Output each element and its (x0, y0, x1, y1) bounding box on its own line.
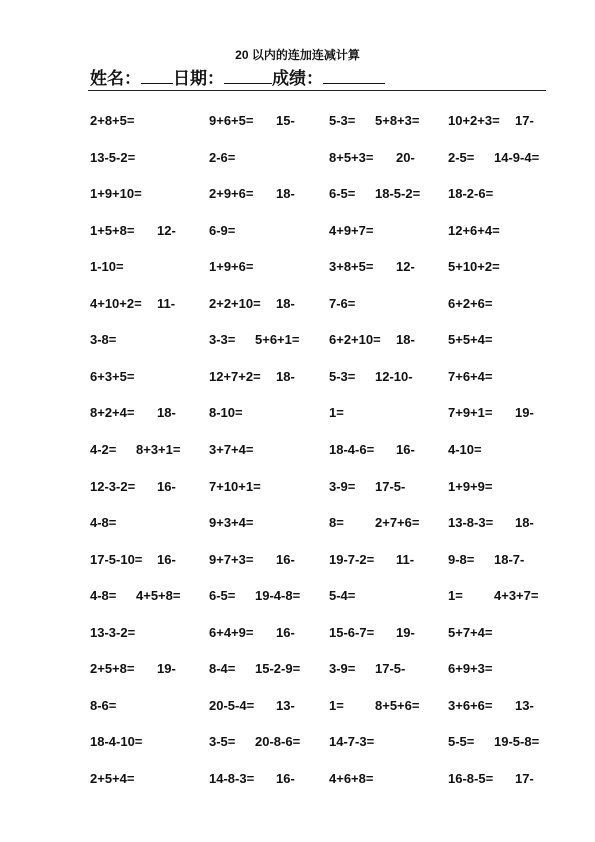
problem-expression: 6+3+5= (90, 368, 135, 384)
problem-expression: 2+5+4= (90, 770, 135, 786)
problem-cell (209, 771, 325, 786)
problem-expression: 4-2= (90, 441, 117, 457)
problem-expression: 6+2+10= (329, 332, 381, 348)
problem-expression: 4-8= (90, 515, 117, 531)
problem-expression: 3-9= (329, 478, 356, 494)
problem-cell (209, 113, 325, 128)
problem-expression: 3-5= (209, 734, 236, 750)
problem-row (90, 479, 550, 499)
problem-continuation: 18- (276, 295, 295, 311)
problem-expression: 14-7-3= (329, 734, 375, 750)
problem-continuation: 15- (276, 113, 295, 128)
problem-continuation: 16- (396, 441, 415, 457)
problem-expression: 6-5= (329, 186, 356, 202)
problem-continuation: 18- (276, 186, 295, 202)
problem-expression: 3-3= (209, 332, 236, 348)
problem-cell (448, 186, 564, 201)
problem-continuation: 18- (157, 405, 176, 421)
name-blank (141, 67, 173, 84)
problem-continuation: 17-5- (375, 661, 406, 677)
problem-expression: 3+7+4= (209, 441, 254, 457)
problem-cell (90, 588, 206, 603)
problem-row (90, 552, 550, 572)
name-label: 姓名： (90, 69, 141, 88)
problem-continuation: 20- (396, 149, 415, 165)
problem-continuation: 11- (396, 551, 415, 567)
problem-expression: 9+3+4= (209, 515, 254, 531)
problem-cell (90, 771, 206, 786)
date-label: 日期： (173, 69, 224, 88)
problem-expression: 2+2+10= (209, 295, 261, 311)
problem-cell (209, 442, 325, 457)
problem-cell (90, 698, 206, 713)
problem-cell (329, 515, 445, 530)
problem-cell (209, 332, 325, 347)
problem-expression: 8+5+3= (329, 149, 374, 165)
problem-cell (329, 259, 445, 274)
problem-expression: 13-3-2= (90, 624, 136, 640)
problem-cell (90, 150, 206, 165)
problem-expression: 6-5= (209, 588, 236, 604)
problem-cell (448, 515, 564, 530)
problem-row (90, 332, 550, 352)
problem-cell (448, 405, 564, 420)
problem-expression: 1-10= (90, 259, 124, 275)
problem-cell (329, 442, 445, 457)
problem-expression: 3+8+5= (329, 259, 374, 275)
problem-cell (329, 405, 445, 420)
problem-expression: 4+10+2= (90, 295, 142, 311)
problem-expression: 9-8= (448, 551, 475, 567)
problem-expression: 1+9+6= (209, 259, 254, 275)
problem-cell (209, 259, 325, 274)
problem-expression: 13-8-3= (448, 515, 494, 531)
problem-continuation: 14-9-4= (494, 149, 540, 165)
problem-cell (209, 405, 325, 420)
problem-expression: 20-5-4= (209, 697, 255, 713)
problem-expression: 6+2+6= (448, 295, 493, 311)
problem-continuation: 13- (276, 697, 295, 713)
problem-continuation: 19-5-8= (494, 734, 540, 750)
problem-expression: 18-2-6= (448, 186, 494, 202)
problem-continuation: 5+8+3= (375, 113, 420, 128)
problem-expression: 2-6= (209, 149, 236, 165)
problem-cell (448, 113, 564, 128)
problem-continuation: 17- (515, 113, 534, 128)
problem-cell (448, 150, 564, 165)
problem-continuation: 8+5+6= (375, 697, 420, 713)
problem-continuation: 20-8-6= (255, 734, 301, 750)
problem-cell (209, 698, 325, 713)
problem-cell (329, 186, 445, 201)
problem-expression: 4-10= (448, 441, 482, 457)
problem-cell (329, 332, 445, 347)
problem-cell (90, 296, 206, 311)
problem-row (90, 625, 550, 645)
problem-continuation: 2+7+6= (375, 515, 420, 531)
problem-cell (90, 186, 206, 201)
problem-cell (90, 369, 206, 384)
problem-expression: 7+10+1= (209, 478, 261, 494)
problem-expression: 1= (448, 588, 463, 604)
problem-cell (448, 369, 564, 384)
problem-expression: 8-10= (209, 405, 243, 421)
problem-row (90, 369, 550, 389)
problem-row (90, 405, 550, 425)
problem-cell (209, 296, 325, 311)
problem-continuation: 11- (157, 295, 176, 311)
problem-cell (329, 588, 445, 603)
problem-cell (90, 552, 206, 567)
problem-cell (209, 223, 325, 238)
problem-cell (209, 150, 325, 165)
problem-cell (90, 625, 206, 640)
score-blank (323, 67, 385, 84)
problem-cell (448, 223, 564, 238)
problem-expression: 6-9= (209, 222, 236, 238)
problem-expression: 16-8-5= (448, 770, 494, 786)
problem-expression: 7-6= (329, 295, 356, 311)
problem-expression: 8= (329, 515, 344, 531)
problem-cell (90, 661, 206, 676)
problem-expression: 18-4-10= (90, 734, 143, 750)
problem-expression: 6+4+9= (209, 624, 254, 640)
problem-continuation: 18- (396, 332, 415, 348)
problem-cell (329, 552, 445, 567)
problem-row (90, 515, 550, 535)
problem-expression: 5-5= (448, 734, 475, 750)
problem-expression: 18-4-6= (329, 441, 375, 457)
problem-expression: 1+5+8= (90, 222, 135, 238)
problem-row (90, 296, 550, 316)
problem-cell (448, 771, 564, 786)
problem-cell (448, 734, 564, 749)
problem-cell (209, 369, 325, 384)
problem-continuation: 18-5-2= (375, 186, 421, 202)
problem-expression: 9+6+5= (209, 113, 254, 128)
problem-cell (448, 442, 564, 457)
problem-cell (448, 296, 564, 311)
problem-row (90, 661, 550, 681)
problem-cell (448, 332, 564, 347)
problem-cell (90, 113, 206, 128)
problem-cell (329, 296, 445, 311)
date-blank (224, 67, 272, 84)
problem-cell (329, 113, 445, 128)
problem-expression: 1= (329, 697, 344, 713)
problem-expression: 9+7+3= (209, 551, 254, 567)
problem-cell (329, 661, 445, 676)
problem-continuation: 12-10- (375, 368, 413, 384)
problem-cell (90, 515, 206, 530)
problem-row (90, 588, 550, 608)
problem-continuation: 18- (515, 515, 534, 531)
problem-expression: 15-6-7= (329, 624, 375, 640)
problem-expression: 2+5+8= (90, 661, 135, 677)
problem-continuation: 12- (396, 259, 415, 275)
problem-continuation: 4+5+8= (136, 588, 181, 604)
problem-expression: 1+9+9= (448, 478, 493, 494)
problem-continuation: 5+6+1= (255, 332, 300, 348)
problem-cell (209, 734, 325, 749)
problem-continuation: 16- (276, 551, 295, 567)
page-title: 20 以内的连加连减计算 (235, 48, 360, 62)
problem-row (90, 771, 550, 791)
problem-cell (448, 698, 564, 713)
problem-row (90, 223, 550, 243)
problem-cell (209, 186, 325, 201)
problem-continuation: 12- (157, 222, 176, 238)
problem-continuation: 18- (276, 368, 295, 384)
problem-continuation: 17- (515, 770, 534, 786)
problem-expression: 19-7-2= (329, 551, 375, 567)
problem-cell (329, 625, 445, 640)
problem-expression: 5+5+4= (448, 332, 493, 348)
problem-expression: 4+6+8= (329, 770, 374, 786)
problem-cell (448, 552, 564, 567)
problem-cell (209, 515, 325, 530)
problem-expression: 5-3= (329, 113, 356, 128)
problem-row (90, 442, 550, 462)
problem-expression: 4+9+7= (329, 222, 374, 238)
problem-cell (448, 479, 564, 494)
problem-expression: 7+9+1= (448, 405, 493, 421)
problem-expression: 1= (329, 405, 344, 421)
problem-cell (209, 552, 325, 567)
problem-row (90, 113, 550, 133)
header-divider (88, 90, 546, 91)
problem-continuation: 19- (157, 661, 176, 677)
problem-cell (329, 369, 445, 384)
problem-expression: 2+9+6= (209, 186, 254, 202)
problem-continuation: 19- (515, 405, 534, 421)
problem-row (90, 698, 550, 718)
problem-expression: 10+2+3= (448, 113, 500, 128)
score-label: 成绩： (272, 69, 323, 88)
problem-continuation: 16- (276, 770, 295, 786)
problem-continuation: 19- (396, 624, 415, 640)
problem-expression: 8-6= (90, 697, 117, 713)
problem-cell (448, 588, 564, 603)
problem-expression: 3-8= (90, 332, 117, 348)
problem-continuation: 16- (157, 551, 176, 567)
problem-cell (329, 150, 445, 165)
problem-continuation: 19-4-8= (255, 588, 301, 604)
problem-continuation: 8+3+1= (136, 441, 181, 457)
problem-cell (209, 625, 325, 640)
problem-expression: 12+7+2= (209, 368, 261, 384)
problem-cell (329, 734, 445, 749)
problem-expression: 5+10+2= (448, 259, 500, 275)
student-info-header (90, 64, 385, 89)
problem-cell (329, 223, 445, 238)
problem-cell (90, 223, 206, 238)
problem-expression: 3-9= (329, 661, 356, 677)
problem-cell (209, 479, 325, 494)
problem-expression: 8-4= (209, 661, 236, 677)
problem-cell (209, 661, 325, 676)
problem-cell (448, 661, 564, 676)
problem-cell (90, 332, 206, 347)
problem-row (90, 186, 550, 206)
problem-expression: 12-3-2= (90, 478, 136, 494)
problem-continuation: 4+3+7= (494, 588, 539, 604)
problem-cell (90, 442, 206, 457)
problem-row (90, 734, 550, 754)
problem-cell (90, 479, 206, 494)
problem-expression: 5-4= (329, 588, 356, 604)
problem-expression: 14-8-3= (209, 770, 255, 786)
problem-cell (329, 771, 445, 786)
problem-cell (329, 479, 445, 494)
problem-expression: 12+6+4= (448, 222, 500, 238)
problem-cell (329, 698, 445, 713)
problem-continuation: 15-2-9= (255, 661, 301, 677)
problem-row (90, 259, 550, 279)
problem-expression: 2+8+5= (90, 113, 135, 128)
problem-cell (448, 259, 564, 274)
problem-continuation: 18-7- (494, 551, 525, 567)
problem-continuation: 17-5- (375, 478, 406, 494)
problem-cell (90, 259, 206, 274)
problem-expression: 7+6+4= (448, 368, 493, 384)
problem-expression: 5+7+4= (448, 624, 493, 640)
problem-expression: 1+9+10= (90, 186, 142, 202)
problem-cell (209, 588, 325, 603)
problem-continuation: 16- (276, 624, 295, 640)
problem-expression: 6+9+3= (448, 661, 493, 677)
problem-cell (448, 625, 564, 640)
problem-expression: 4-8= (90, 588, 117, 604)
problem-row (90, 150, 550, 170)
problem-expression: 13-5-2= (90, 149, 136, 165)
problem-expression: 17-5-10= (90, 551, 143, 567)
problem-continuation: 13- (515, 697, 534, 713)
problem-expression: 3+6+6= (448, 697, 493, 713)
problem-expression: 8+2+4= (90, 405, 135, 421)
problem-expression: 2-5= (448, 149, 475, 165)
problem-continuation: 16- (157, 478, 176, 494)
problem-cell (90, 405, 206, 420)
problem-expression: 5-3= (329, 368, 356, 384)
problem-cell (90, 734, 206, 749)
